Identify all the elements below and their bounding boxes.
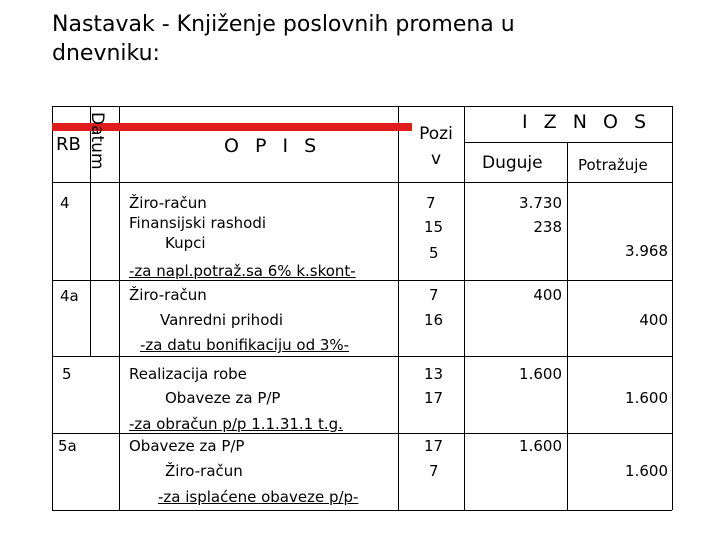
header-opis: O P I S [224,135,322,157]
opis-line: Žiro-račun [129,194,207,212]
header-pozicija: Pozi v [419,124,453,169]
border-duguje-potrazuje [567,142,568,510]
poz-value: 13 [424,365,444,383]
opis-line: Obaveze za P/P [129,437,245,455]
opis-note: -za datu bonifikaciju od 3%- [140,336,350,354]
opis-line: Žiro-račun [129,286,207,304]
rb-5a: 5a [58,437,77,455]
border-iznos-sub [464,142,672,143]
rb-5: 5 [62,365,72,383]
poz-value: 5 [429,244,439,262]
opis-line: Kupci [165,234,206,252]
duguje-value: 238 [533,218,562,236]
potrazuje-value: 3.968 [625,242,668,260]
border-entry-4a [52,356,672,357]
border-poz-duguje [464,106,465,510]
border-entry-4 [52,280,672,281]
potrazuje-value: 1.600 [625,462,668,480]
border-left [52,106,53,510]
header-rb: RB [56,134,81,155]
poz-value: 15 [424,218,444,236]
opis-note: -za isplaćene obaveze p/p- [158,488,359,506]
rb-4a: 4a [60,287,79,305]
border-opis-poz [398,106,399,510]
header-potrazuje: Potražuje [578,156,648,174]
border-right [672,106,673,510]
opis-line: Žiro-račun [165,462,243,480]
header-datum: Datum [87,112,107,170]
page-title: Nastavak - Knjiženje poslovnih promena u dnevniku: [52,12,515,66]
poz-value: 7 [429,462,439,480]
border-header-bottom [52,182,672,183]
border-entry-5 [52,433,672,434]
duguje-value: 3.730 [519,194,562,212]
poz-value: 7 [426,194,436,212]
border-bottom [52,510,672,511]
opis-note: -za obračun p/p 1.1.31.1 t.g. [129,415,343,433]
rb-4: 4 [60,194,70,212]
poz-value: 17 [424,437,444,455]
opis-line: Realizacija robe [129,365,247,383]
border-top [52,106,672,107]
opis-line: Finansijski rashodi [129,214,267,232]
potrazuje-value: 400 [639,311,668,329]
potrazuje-value: 1.600 [625,389,668,407]
poz-value: 16 [424,311,444,329]
duguje-value: 1.600 [519,437,562,455]
opis-note: -za napl.potraž.sa 6% k.skont- [129,262,356,280]
opis-line: Vanredni prihodi [160,311,284,329]
poz-value: 7 [429,286,439,304]
border-datum-opis [119,106,120,510]
poz-value: 17 [424,389,444,407]
opis-line: Obaveze za P/P [165,389,281,407]
header-duguje: Duguje [482,153,543,173]
duguje-value: 1.600 [519,365,562,383]
duguje-value: 400 [533,286,562,304]
header-iznos: I Z N O S [522,111,652,133]
